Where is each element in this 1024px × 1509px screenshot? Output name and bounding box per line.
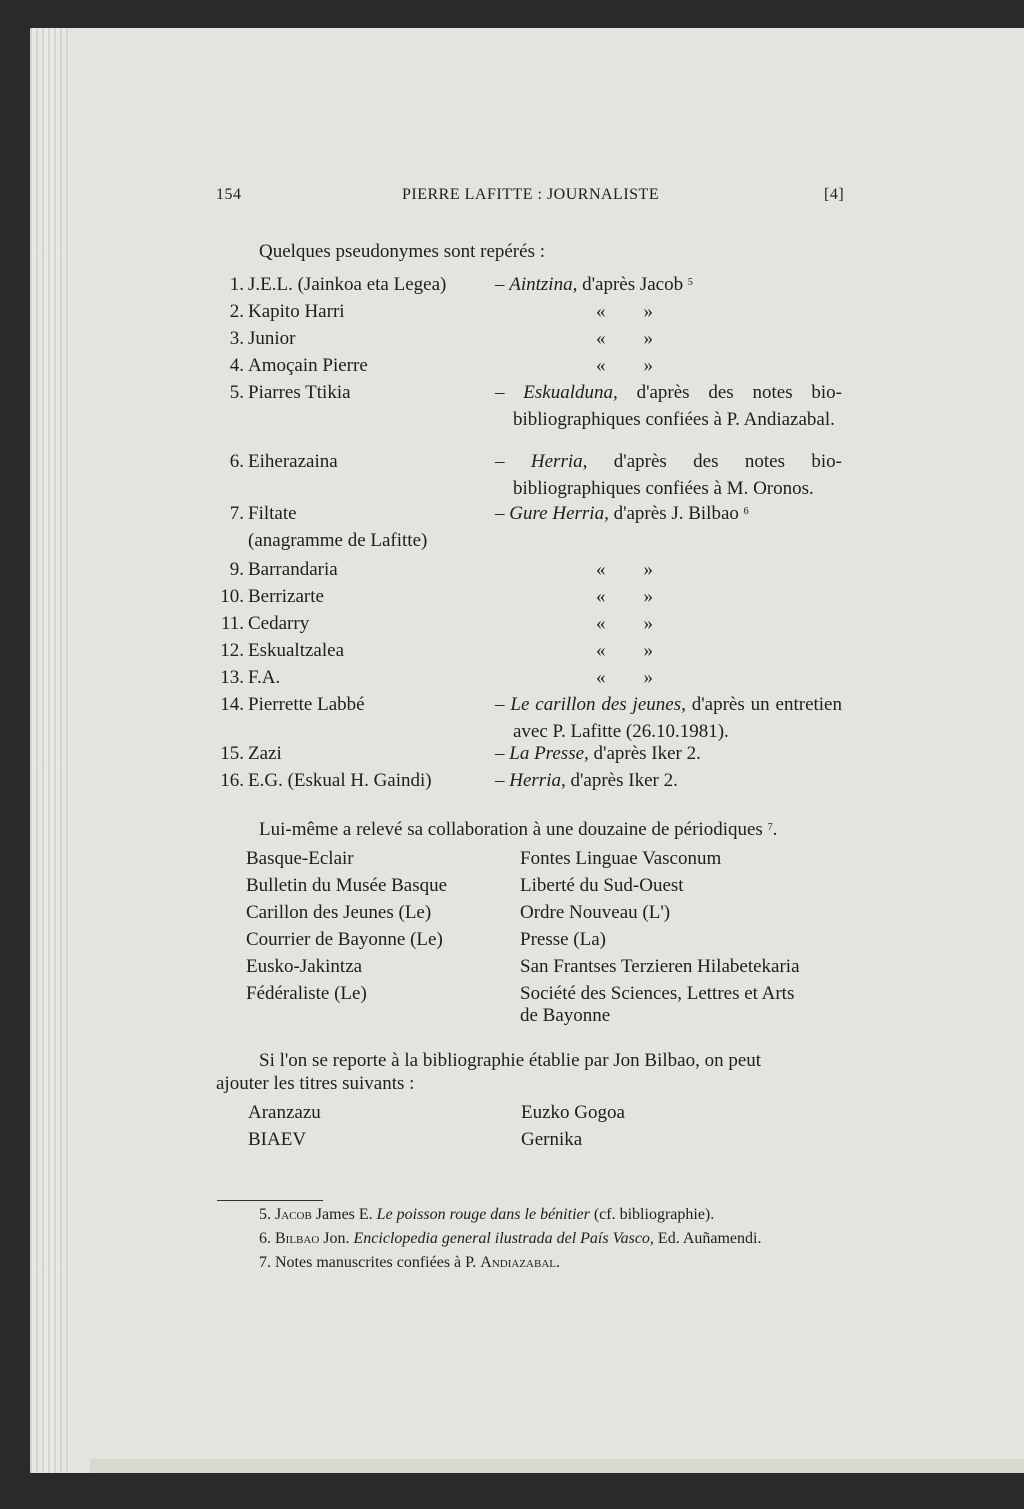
page-bottom-shadow [90,1459,1024,1473]
pseudonym-number: 7. [229,503,244,524]
periodical-item: San Frantses Terzieren Hilabetekaria [520,956,800,977]
pseudonym-name: E.G. (Eskual H. Gaindi) [248,770,432,791]
pseudonym-name: Junior [248,328,296,349]
page-number: 154 [216,186,242,203]
footnote-6: 6. Bilbao Jon. Enciclopedia general ilustrada del País Vasco, Ed. Auñamendi. [259,1230,762,1247]
pseudonym-number: 12. [220,640,244,661]
pseudonym-name: Cedarry [248,613,310,634]
pseudonym-source: – Herria, d'après des notes bio-bibliographiques confiées à M. Oronos. [495,451,842,499]
pseudonym-name: J.E.L. (Jainkoa eta Legea) [248,274,447,295]
periodical-item: Bulletin du Musée Basque [246,875,448,896]
pseudonym-source: – Aintzina, d'après Jacob $^5$ [495,274,693,295]
periodical-item: Presse (La) [520,929,606,950]
extra-title-gernika: Gernika [521,1129,583,1150]
pseudonym-name: Pierrette Labbé [248,694,365,715]
pseudonym-number: 16. [220,770,244,791]
pseudonym-number: 13. [220,667,244,688]
periodical-item: Fontes Linguae Vasconum [520,848,722,869]
pseudonym-ditto: « » [596,613,653,634]
pseudonym-number: 14. [220,694,244,715]
pseudonym-number: 3. [229,328,244,349]
pseudonym-name: Kapito Harri [248,301,345,322]
pseudonym-name: Eskualtzalea [248,640,345,661]
pseudonym-number: 4. [229,355,244,376]
periodical-item: Fédéraliste (Le) [246,983,367,1004]
pseudonym-source: – La Presse, d'après Iker 2. [495,743,701,764]
pseudonym-number: 2. [229,301,244,322]
pseudonym-number: 1. [229,274,244,295]
pseudonym-number: 15. [220,743,244,764]
pseudonym-ditto: « » [596,586,653,607]
pseudonym-name: Eiherazaina [248,451,338,472]
periodical-item: Courrier de Bayonne (Le) [246,929,443,950]
pseudonym-ditto: « » [596,355,653,376]
extra-title-biaev: BIAEV [248,1129,307,1150]
pseudonym-name: Piarres Ttikia [248,382,351,403]
pseudonym-ditto: « » [596,667,653,688]
extra-title-aranzazu: Aranzazu [248,1102,321,1123]
pseudonym-source: – Eskualduna, d'après des notes bio-bibliographiques confiées à P. Andiazabal. [495,382,842,430]
footnote-7: 7. Notes manuscrites confiées à P. Andiazabal. [259,1254,560,1271]
intro-text: Quelques pseudonymes sont repérés : [259,241,545,262]
pseudonym-name: Berrizarte [248,586,324,607]
page-edge-stack [30,28,70,1473]
periodical-item: Liberté du Sud-Ouest [520,875,684,896]
footnote-rule [217,1200,323,1201]
periodical-item: de Bayonne [520,1005,611,1026]
pseudonym-name: F.A. [248,667,281,688]
pseudonym-number: 10. [220,586,244,607]
pseudonym-source: – Le carillon des jeunes, d'après un entretien avec P. Lafitte (26.10.1981). [495,694,842,742]
pseudonym-name: Barrandaria [248,559,338,580]
pseudonym-source: – Gure Herria, d'après J. Bilbao $^6$ [495,503,749,524]
pseudonym-name: Zazi [248,743,282,764]
pseudonym-number: 6. [229,451,244,472]
pseudonym-ditto: « » [596,328,653,349]
pseudonym-number: 9. [229,559,244,580]
pseudonym-number: 5. [229,382,244,403]
periodical-item: Société des Sciences, Lettres et Arts [520,983,795,1004]
bilbao-line-2: ajouter les titres suivants : [216,1073,415,1094]
periodical-item: Eusko-Jakintza [246,956,363,977]
periodical-item: Carillon des Jeunes (Le) [246,902,432,923]
section-number: [4] [824,186,845,203]
pseudonym-name: Amoçain Pierre [248,355,368,376]
pseudonym-source: – Herria, d'après Iker 2. [495,770,678,791]
periodical-item: Ordre Nouveau (L') [520,902,671,923]
extra-title-euzko-gogoa: Euzko Gogoa [521,1102,625,1123]
pseudonym-ditto: « » [596,559,653,580]
pseudonym-ditto: « » [596,640,653,661]
bilbao-line-1: Si l'on se reporte à la bibliographie établie par Jon Bilbao, on peut [259,1050,762,1071]
collab-intro: Lui-même a relevé sa collaboration à une douzaine de périodiques $^7$. [259,819,778,840]
running-title: PIERRE LAFITTE : JOURNALISTE [402,186,660,203]
footnote-5: 5. Jacob James E. Le poisson rouge dans le bénitier (cf. bibliographie). [259,1206,715,1223]
pseudonym-name: Filtate (anagramme de Lafitte) [248,503,428,551]
pseudonym-ditto: « » [596,301,653,322]
pseudonym-number: 11. [220,613,244,634]
periodical-item: Basque-Eclair [246,848,354,869]
